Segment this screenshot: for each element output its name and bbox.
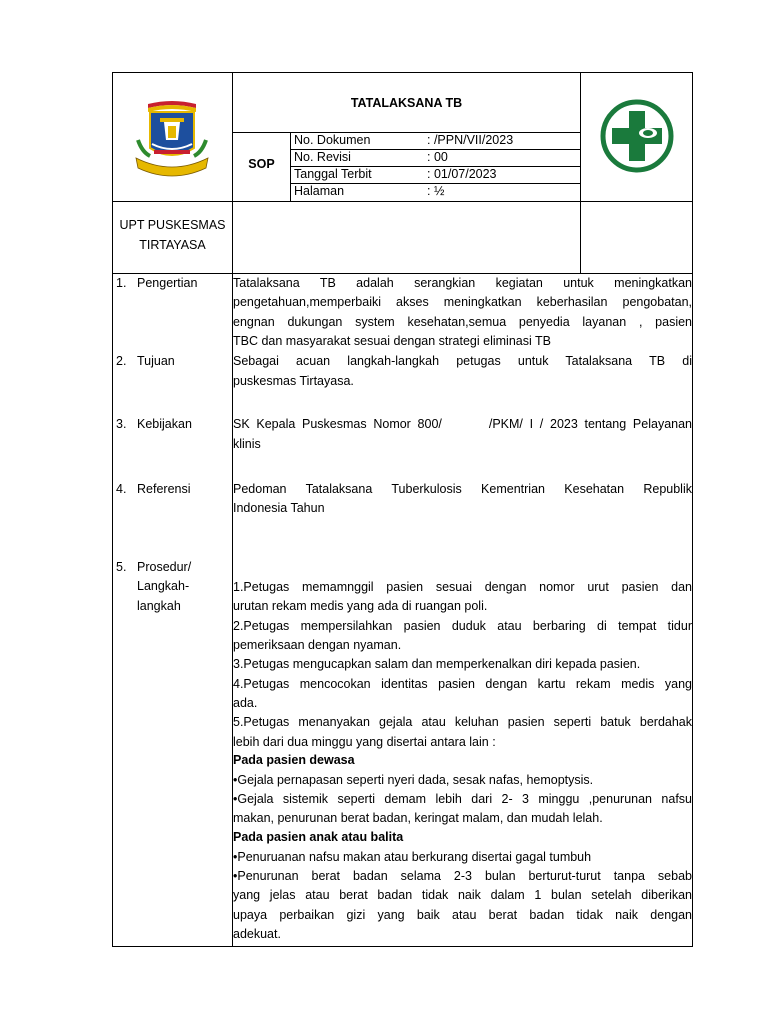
body-line: klinis (233, 437, 261, 451)
revision-value: : 00 (427, 150, 448, 164)
section-number: 5. (116, 560, 127, 574)
body-line: urutan rekam medis yang ada di ruangan poli. (233, 599, 488, 613)
page-value: : ½ (427, 184, 445, 198)
section-label: Kebijakan (137, 417, 192, 431)
bullet-line: adekuat. (233, 927, 281, 941)
body-line: Pedoman Tatalaksana Tuberkulosis Kementrian Kesehatan Republik (233, 482, 692, 496)
body-line: SK Kepala Puskesmas Nomor 800/ /PKM/ I / 2023 tentang Pelayanan (233, 417, 692, 431)
bullet-line: •Gejala sistemik seperti demam lebih dari 2- 3 minggu ,penurunan nafsu (233, 792, 692, 806)
header-bottom-line (112, 201, 693, 202)
org-name-line1: UPT PUSKESMAS (119, 218, 226, 232)
body-line: pengetahuan,memperbaiki akses meningkatkan keberhasilan pengobatan, (233, 295, 692, 309)
body-line: 4.Petugas mencocokan identitas pasien dengan kartu rekam medis yang (233, 677, 692, 691)
table-border-bottom (112, 946, 693, 947)
body-line: ada. (233, 696, 258, 710)
body-line: 2.Petugas mempersilahkan pasien duduk atau berbaring di tempat tidur (233, 619, 692, 633)
section-number: 1. (116, 276, 127, 290)
header-divider (233, 132, 580, 133)
table-border-left (112, 72, 113, 947)
body-line: lebih dari dua minggu yang disertai antara lain : (233, 735, 496, 749)
body-line: 1.Petugas memamnggil pasien sesuai dengan nomor urut pasien dan (233, 580, 692, 594)
issue-date-value: : 01/07/2023 (427, 167, 497, 181)
doc-number-label: No. Dokumen (294, 133, 371, 147)
sop-column-line (290, 132, 291, 202)
section-label: Langkah- (137, 579, 190, 593)
document-title: TATALAKSANA TB (350, 96, 463, 110)
body-line: Tatalaksana TB adalah serangkian kegiatan untuk meningkatkan (233, 276, 692, 290)
section-label: Prosedur/ (137, 560, 192, 574)
sop-label: SOP (248, 157, 275, 171)
section-label: langkah (137, 599, 181, 613)
section-number: 2. (116, 354, 127, 368)
body-line: Sebagai acuan langkah-langkah petugas untuk Tatalaksana TB di (233, 354, 692, 368)
body-line: Indonesia Tahun (233, 501, 325, 515)
doc-number-value: : /PPN/VII/2023 (427, 133, 514, 147)
puskesmas-cross-icon (598, 99, 676, 173)
body-line: puskesmas Tirtayasa. (233, 374, 354, 388)
bullet-line: •Penuruanan nafsu makan atau berkurang disertai gagal tumbuh (233, 850, 592, 864)
bullet-line: •Gejala pernapasan seperti nyeri dada, sesak nafas, hemoptysis. (233, 773, 594, 787)
body-line: TBC dan masyarakat sesuai dengan strategi eliminasi TB (233, 334, 551, 348)
body-line: pemeriksaan dengan nyaman. (233, 638, 402, 652)
page-label: Halaman (294, 184, 345, 198)
bullet-line: •Penurunan berat badan selama 2-3 bulan berturut-turut tanpa sebab (233, 869, 692, 883)
section-label: Tujuan (137, 354, 175, 368)
revision-label: No. Revisi (294, 150, 351, 164)
section-number: 4. (116, 482, 127, 496)
bullet-line: yang jelas atau berat badan tidak naik dalam 1 bulan setelah diberikan (233, 888, 692, 902)
table-border-top (112, 72, 693, 73)
body-line: 3.Petugas mengucapkan salam dan memperkenalkan diri kepada pasien. (233, 657, 641, 671)
issue-date-label: Tanggal Terbit (294, 167, 372, 181)
section-label: Pengertian (137, 276, 198, 290)
logo-column-line (580, 72, 581, 274)
banten-crest-icon (130, 96, 214, 178)
body-line: 5.Petugas menanyakan gejala atau keluhan pasien seperti batuk berdahak (233, 715, 692, 729)
org-name-line2: TIRTAYASA (139, 238, 206, 252)
subheading: Pada pasien dewasa (233, 753, 355, 767)
bullet-line: makan, penurunan berat badan, keringat malam, dan mudah lelah. (233, 811, 603, 825)
body-line: engnan dukungan system kesehatan,semua penyedia layanan , pasien (233, 315, 692, 329)
section-label: Referensi (137, 482, 191, 496)
section-number: 3. (116, 417, 127, 431)
subheading: Pada pasien anak atau balita (233, 830, 404, 844)
table-border-right (692, 72, 693, 947)
bullet-line: upaya perbaikan gizi yang baik atau berat badan tidak naik dengan (233, 908, 692, 922)
